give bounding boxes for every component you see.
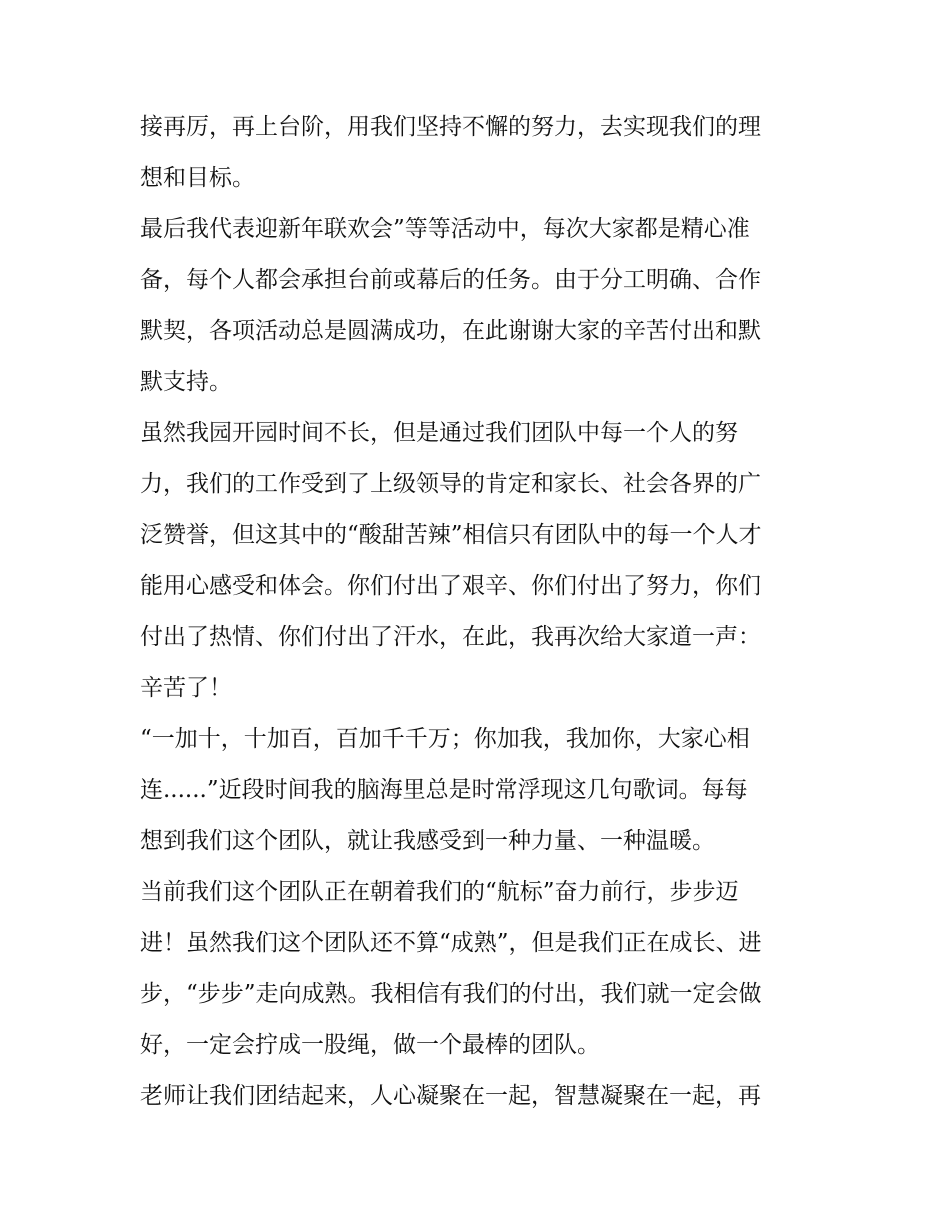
text-line-10: 能用心感受和体会。你们付出了艰辛、你们付出了努力，你们: [140, 573, 761, 599]
text-line-2: 想和目标。: [140, 165, 255, 191]
document-body: [140, 106, 820, 1126]
text-line-12: 辛苦了！: [140, 675, 232, 701]
text-line-3: 最后我代表迎新年联欢会”等等活动中，每次大家都是精心准: [140, 216, 750, 242]
text-line-8: 力，我们的工作受到了上级领导的肯定和家长、社会各界的广: [140, 471, 761, 497]
text-line-17: 进！虽然我们这个团队还不算“成熟”，但是我们正在成长、进: [140, 930, 762, 956]
text-line-4: 备，每个人都会承担台前或幕后的任务。由于分工明确、合作: [140, 267, 761, 293]
text-line-5: 默契，各项活动总是圆满成功，在此谢谢大家的辛苦付出和默: [140, 318, 761, 344]
text-line-16: 当前我们这个团队正在朝着我们的“航标”奋力前行，步步迈: [140, 879, 739, 905]
text-line-18: 步，“步步”走向成熟。我相信有我们的付出，我们就一定会做: [140, 981, 762, 1007]
text-line-6: 默支持。: [140, 369, 232, 395]
text-line-7: 虽然我园开园时间不长，但是通过我们团队中每一个人的努: [140, 420, 738, 446]
text-line-20: 老师让我们团结起来，人心凝聚在一起，智慧凝聚在一起，再: [140, 1083, 761, 1109]
text-line-13: “一加十，十加百，百加千千万；你加我，我加你，大家心相: [140, 726, 750, 752]
text-line-15: 想到我们这个团队，就让我感受到一种力量、一种温暖。: [140, 828, 715, 854]
text-line-9: 泛赞誉，但这其中的“酸甜苦辣”相信只有团队中的每一个人才: [140, 522, 762, 548]
text-line-14: 连......”近段时间我的脑海里总是时常浮现这几句歌词。每每: [140, 777, 748, 803]
text-line-1: 接再厉，再上台阶，用我们坚持不懈的努力，去实现我们的理: [140, 114, 761, 140]
text-line-19: 好，一定会拧成一股绳，做一个最棒的团队。: [140, 1032, 600, 1058]
text-line-11: 付出了热情、你们付出了汗水，在此，我再次给大家道一声：: [140, 624, 761, 650]
